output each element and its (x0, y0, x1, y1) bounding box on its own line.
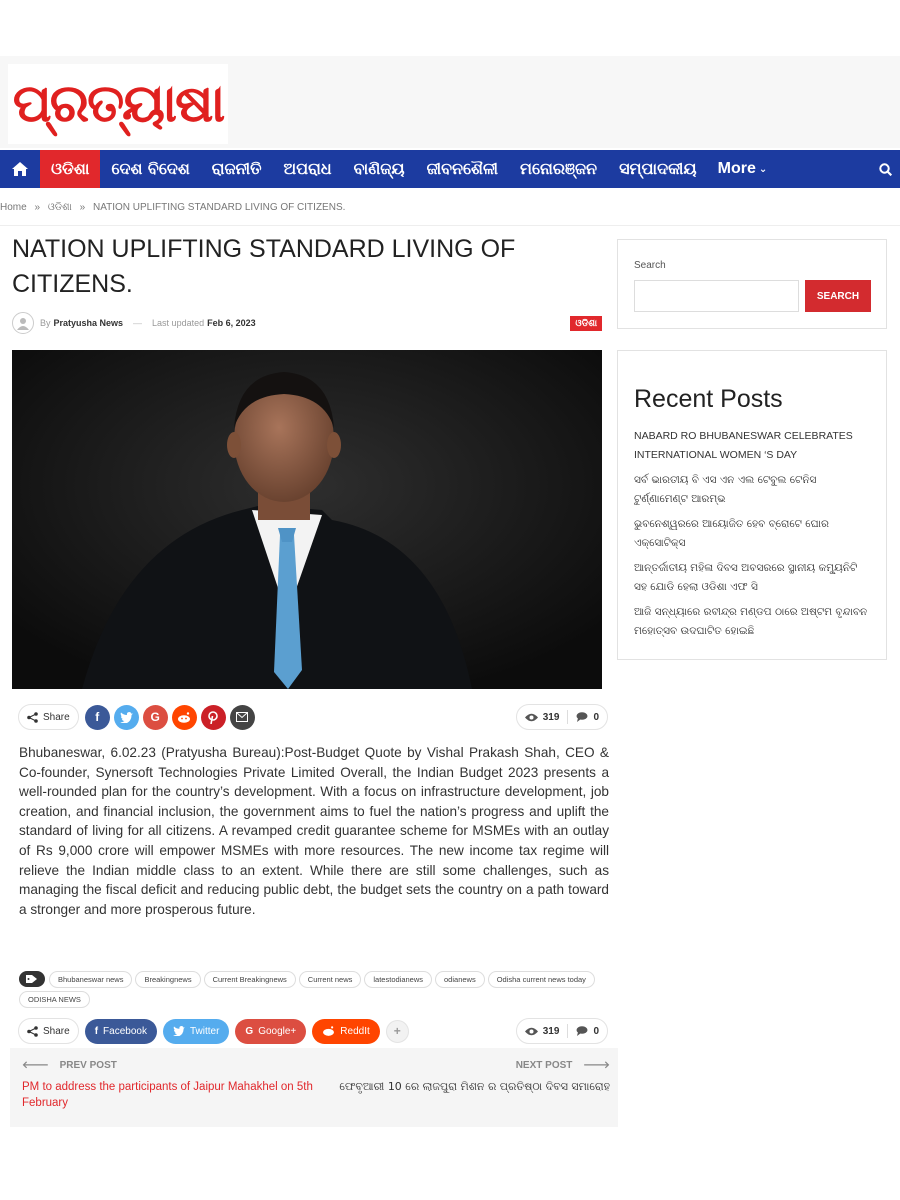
site-logo[interactable] (8, 64, 228, 144)
tag[interactable]: ODISHA NEWS (19, 991, 90, 1008)
facebook-icon: f (94, 1025, 99, 1037)
article-meta (12, 312, 602, 334)
comments-icon (576, 1026, 588, 1036)
nav-item-sampadakiya[interactable]: ସମ୍ପାଦକୀୟ (619, 159, 697, 178)
comments-count[interactable]: 0 (593, 711, 599, 723)
recent-post-link[interactable]: ଆନ୍ତର୍ଜାତୀୟ ମହିଳା ଦିବସ ଅବସରରେ ସ୍ଥାନୀୟ କମ୍ୟୁନିଟି ସହ ଯୋଡି ହେଲା ଓଡିଶା ଏଫ ସି (634, 562, 858, 593)
divider (0, 225, 900, 226)
reddit-share-button[interactable] (312, 1019, 379, 1044)
prev-post-label: PREV POST (59, 1060, 117, 1071)
pinterest-share-icon[interactable] (201, 705, 226, 730)
views-count: 319 (542, 1025, 560, 1037)
share-bar-top (18, 703, 608, 731)
share-bar-bottom (18, 1017, 608, 1045)
tags-list (19, 971, 609, 1008)
search-icon (879, 163, 892, 176)
share-label: Share (43, 1025, 70, 1037)
nav-item-manoranjan[interactable]: ମନୋରଞ୍ଜନ (520, 159, 598, 178)
comments-count[interactable]: 0 (593, 1025, 599, 1037)
reddit-share-icon[interactable] (172, 705, 197, 730)
email-share-icon[interactable] (230, 705, 255, 730)
breadcrumb-category[interactable]: ଓଡିଶା (47, 202, 72, 213)
nav-item-banijya[interactable]: ବାଣିଜ୍ୟ (353, 159, 405, 178)
tag[interactable]: Current news (299, 971, 362, 988)
search-label: Search (634, 260, 666, 271)
share-button[interactable] (18, 704, 79, 730)
prev-post-link[interactable]: PM to address the participants of Jaipur Mahakhel on 5th February (22, 1081, 313, 1109)
tag[interactable]: Current Breakingnews (204, 971, 296, 988)
nav-item-desh-bidesh[interactable]: ଦେଶ ବିଦେଶ (111, 159, 190, 178)
breadcrumb-separator: » (34, 202, 41, 213)
next-post-link[interactable]: ଫେବୃଆରୀ 10 ରେ ଲାଜପୁରା ମିଶନ ର ପ୍ରତିଷ୍ଠା ଦିବସ ସମାରୋହ (339, 1080, 610, 1093)
nav-more-label: More (717, 160, 756, 177)
nav-item-rajniti[interactable]: ରାଜନୀତି (211, 159, 262, 178)
reddit-label: ReddIt (340, 1025, 370, 1037)
article-body: Bhubaneswar, 6.02.23 (Pratyusha Bureau):Post-Budget Quote by Vishal Prakash Shah, CEO & Co-founder, Synersoft Technologies Private Limited Overall, the Indian Budget 2023 presents a well-rounded plan for the country’s development. With a focus on infrastructure development, job creation, and financial inclusion, the government aims to fuel the nation’s progress and uplift the standard of living for all citizens. A revamped credit guarantee scheme for MSMEs with an outlay of Rs 9,000 crore will empower MSMEs with more resources. The new income tax regime will relieve the Indian middle class to an extent. While there are still some challenges, such as managing the fiscal deficit and reducing public debt, the budget sets the country on a path toward a stronger and more prosperous future. (19, 745, 609, 917)
by-label: By (40, 318, 51, 328)
updated-label: Last updated (152, 318, 205, 328)
twitter-share-button[interactable] (163, 1019, 229, 1044)
views-count: 319 (542, 711, 560, 723)
recent-posts-list (634, 427, 870, 647)
stats-divider (567, 1024, 568, 1038)
share-label: Share (43, 711, 70, 723)
share-icon (27, 1026, 38, 1037)
breadcrumb-home[interactable]: Home (0, 202, 27, 213)
arrow-right-icon: 🡒 (583, 1060, 610, 1071)
google-icon: G (245, 1025, 254, 1037)
prev-post-label-wrap (22, 1059, 117, 1071)
search-button[interactable]: SEARCH (805, 280, 871, 312)
featured-image (12, 350, 602, 689)
recent-post-link[interactable]: ଭୁବନେଶ୍ୱରରେ ଆୟୋଜିତ ହେବ ବ୍ରୋଟେ ଘୋର ଏକ୍ସୋଟିକ୍ସ (634, 518, 830, 549)
eye-icon (525, 1027, 538, 1036)
header-bar (0, 56, 900, 148)
tag[interactable]: Bhubaneswar news (49, 971, 132, 988)
stats-divider (567, 710, 568, 724)
nav-item-apradh[interactable]: ଅପରାଧ (283, 159, 332, 178)
arrow-left-icon: 🡐 (22, 1060, 49, 1071)
category-badge[interactable]: ଓଡିଶା (570, 316, 602, 331)
breadcrumb (0, 202, 350, 213)
google-share-button[interactable] (235, 1019, 306, 1044)
tag[interactable]: Breakingnews (135, 971, 200, 988)
twitter-icon (173, 1026, 185, 1036)
reddit-icon (322, 1026, 335, 1036)
share-icon (27, 712, 38, 723)
chevron-down-icon: ⌄ (758, 163, 768, 175)
twitter-label: Twitter (189, 1025, 220, 1037)
main-nav (0, 150, 900, 188)
tag-icon (19, 971, 45, 987)
next-post-label: NEXT POST (515, 1060, 573, 1071)
nav-item-odisha[interactable]: ଓଡିଶା (40, 150, 100, 188)
recent-post-link[interactable]: ସର୍ବ ଭାରତୀୟ ବି ଏସ ଏନ ଏଲ ଟେବୁଲ ଟେନିସ ଟୁର୍ଣ୍ଣାମେଣ୍ଟ ଆରମ୍ଭ (634, 474, 817, 505)
search-input[interactable] (634, 280, 799, 312)
google-label: Google+ (258, 1025, 297, 1037)
author-name[interactable]: Pratyusha News (53, 318, 124, 328)
recent-post-link[interactable]: NABARD RO BHUBANESWAR CELEBRATES INTERNATIONAL WOMEN ‘S DAY (634, 430, 853, 461)
breadcrumb-current: NATION UPLIFTING STANDARD LIVING OF CITIZENS. (92, 202, 346, 213)
facebook-share-icon[interactable]: f (85, 705, 110, 730)
home-icon (12, 162, 28, 176)
article-date: Feb 6, 2023 (207, 318, 256, 328)
meta-separator: — (133, 318, 143, 328)
share-button[interactable] (18, 1018, 79, 1044)
tag[interactable]: odianews (435, 971, 485, 988)
twitter-share-icon[interactable] (114, 705, 139, 730)
article-title: NATION UPLIFTING STANDARD LIVING OF CITIZENS. (12, 235, 516, 298)
recent-posts-widget (617, 350, 887, 660)
post-stats (516, 1018, 608, 1044)
recent-posts-title: Recent Posts (634, 385, 783, 413)
facebook-label: Facebook (103, 1025, 147, 1037)
next-post-label-wrap (516, 1059, 610, 1071)
user-icon (16, 316, 30, 330)
more-share-icon[interactable]: + (386, 1020, 409, 1043)
post-stats (516, 704, 608, 730)
logo-text: ପ୍ରତ୍ୟାଷା (12, 74, 224, 134)
portrait-illustration (12, 350, 602, 689)
nav-item-jibanshaili[interactable]: ଜୀବନଶୈଳୀ (426, 159, 499, 178)
eye-icon (525, 713, 538, 722)
nav-more[interactable] (708, 150, 778, 188)
recent-post-link[interactable]: ଆଜି ସନ୍ଧ୍ୟାରେ ରବୀନ୍ଦ୍ର ମଣ୍ଡପ ଠାରେ ଅଷ୍ଟମ ବୃନ୍ଦାବନ ମହୋତ୍ସବ ଉଦଘାଟିତ ହୋଇଛି (634, 606, 868, 637)
author-avatar[interactable] (12, 312, 34, 334)
comments-icon (576, 712, 588, 722)
tag[interactable]: Odisha current news today (488, 971, 595, 988)
nav-search[interactable] (870, 150, 900, 188)
facebook-share-button[interactable] (85, 1019, 157, 1044)
google-share-icon[interactable]: G (143, 705, 168, 730)
breadcrumb-separator: » (79, 202, 86, 213)
sidebar-search-widget (617, 239, 887, 329)
tag[interactable]: latestodianews (364, 971, 432, 988)
post-navigation (10, 1048, 618, 1127)
nav-home[interactable] (0, 150, 40, 188)
